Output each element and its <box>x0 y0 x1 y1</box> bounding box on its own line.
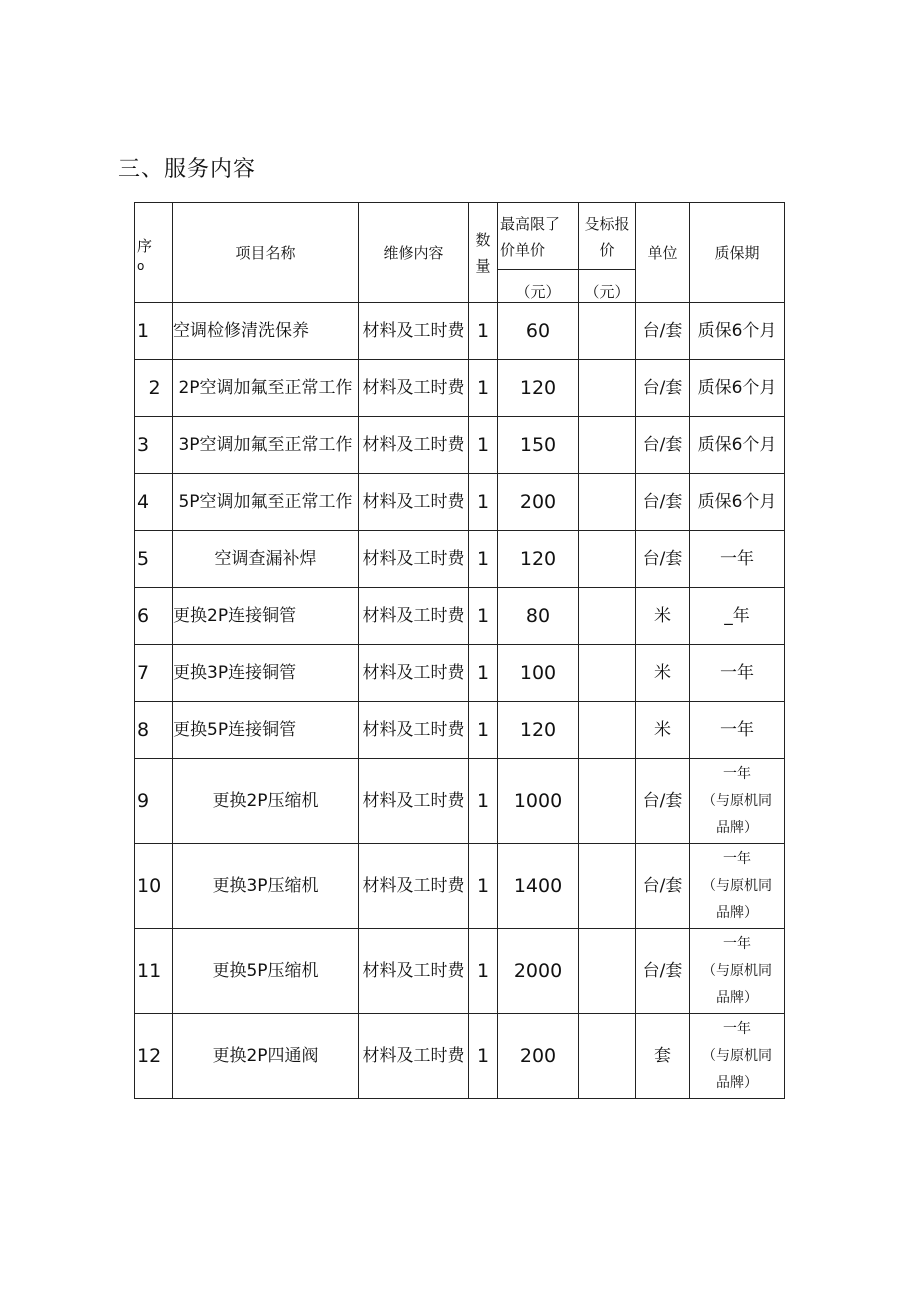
row-seq: 2 <box>135 360 173 417</box>
row-bid <box>579 417 636 474</box>
row-qty: 1 <box>469 702 498 759</box>
row-price: 200 <box>498 1014 579 1099</box>
row-qty: 1 <box>469 531 498 588</box>
row-name: 更换5P压缩机 <box>173 929 359 1014</box>
row-seq: 11 <box>135 929 173 1014</box>
row-content: 材料及工时费 <box>359 1014 469 1099</box>
row-seq: 6 <box>135 588 173 645</box>
section-title: 三、服务内容 <box>118 157 257 182</box>
table-row <box>135 645 785 702</box>
row-bid <box>579 531 636 588</box>
table-row <box>135 1014 785 1099</box>
row-warranty: _年 <box>690 588 785 645</box>
row-name: 更换2P连接铜管 <box>173 588 359 645</box>
table-row <box>135 360 785 417</box>
row-warranty: 质保6个月 <box>690 303 785 360</box>
row-content: 材料及工时费 <box>359 360 469 417</box>
row-warranty: 一年 （与原机同 品牌） <box>690 929 785 1014</box>
row-warranty: 一年 <box>690 645 785 702</box>
row-price: 60 <box>498 303 579 360</box>
row-name: 更换3P连接铜管 <box>173 645 359 702</box>
row-warranty: 一年 <box>690 702 785 759</box>
table-row <box>135 588 785 645</box>
row-name: 更换3P压缩机 <box>173 844 359 929</box>
row-qty: 1 <box>469 844 498 929</box>
row-price: 100 <box>498 645 579 702</box>
row-qty: 1 <box>469 303 498 360</box>
table-row <box>135 759 785 844</box>
row-price: 120 <box>498 360 579 417</box>
header-unit: 单位 <box>636 203 690 303</box>
header-warranty: 质保期 <box>690 203 785 303</box>
row-content: 材料及工时费 <box>359 702 469 759</box>
table-row <box>135 474 785 531</box>
row-unit: 米 <box>636 588 690 645</box>
table-row <box>135 303 785 360</box>
row-bid <box>579 588 636 645</box>
row-name: 更换2P四通阀 <box>173 1014 359 1099</box>
row-unit: 台/套 <box>636 360 690 417</box>
row-warranty: 一年 （与原机同 品牌） <box>690 844 785 929</box>
row-content: 材料及工时费 <box>359 588 469 645</box>
row-bid <box>579 759 636 844</box>
row-price: 1000 <box>498 759 579 844</box>
row-qty: 1 <box>469 360 498 417</box>
row-price: 1400 <box>498 844 579 929</box>
row-warranty: 一年 （与原机同 品牌） <box>690 759 785 844</box>
row-name: 更换5P连接铜管 <box>173 702 359 759</box>
row-content: 材料及工时费 <box>359 844 469 929</box>
row-content: 材料及工时费 <box>359 645 469 702</box>
row-qty: 1 <box>469 759 498 844</box>
row-bid <box>579 844 636 929</box>
row-unit: 台/套 <box>636 759 690 844</box>
row-unit: 米 <box>636 645 690 702</box>
table-row <box>135 702 785 759</box>
header-qty: 数 量 <box>469 203 498 303</box>
row-name: 空调查漏补焊 <box>173 531 359 588</box>
row-unit: 套 <box>636 1014 690 1099</box>
row-unit: 台/套 <box>636 844 690 929</box>
row-unit: 台/套 <box>636 531 690 588</box>
row-name: 5P空调加氟至正常工作 <box>173 474 359 531</box>
row-warranty: 质保6个月 <box>690 360 785 417</box>
row-warranty: 质保6个月 <box>690 417 785 474</box>
row-price: 120 <box>498 531 579 588</box>
row-bid <box>579 929 636 1014</box>
row-price: 2000 <box>498 929 579 1014</box>
row-seq: 12 <box>135 1014 173 1099</box>
header-name: 项目名称 <box>173 203 359 303</box>
row-price: 120 <box>498 702 579 759</box>
row-seq: 7 <box>135 645 173 702</box>
row-content: 材料及工时费 <box>359 929 469 1014</box>
row-qty: 1 <box>469 645 498 702</box>
row-warranty: 质保6个月 <box>690 474 785 531</box>
table-row <box>135 531 785 588</box>
row-seq: 5 <box>135 531 173 588</box>
row-price: 200 <box>498 474 579 531</box>
row-bid <box>579 474 636 531</box>
row-qty: 1 <box>469 588 498 645</box>
row-bid <box>579 702 636 759</box>
row-qty: 1 <box>469 1014 498 1099</box>
row-price: 150 <box>498 417 579 474</box>
row-seq: 4 <box>135 474 173 531</box>
row-bid <box>579 360 636 417</box>
row-unit: 台/套 <box>636 303 690 360</box>
row-content: 材料及工时费 <box>359 474 469 531</box>
row-content: 材料及工时费 <box>359 303 469 360</box>
row-name: 空调检修清洗保养 <box>173 303 359 360</box>
row-seq: 9 <box>135 759 173 844</box>
row-name: 2P空调加氟至正常工作 <box>173 360 359 417</box>
row-bid <box>579 645 636 702</box>
row-seq: 10 <box>135 844 173 929</box>
row-seq: 3 <box>135 417 173 474</box>
header-bid-price: 殳标报 价 （元） <box>579 203 636 303</box>
row-bid <box>579 1014 636 1099</box>
row-seq: 1 <box>135 303 173 360</box>
table-header-row <box>135 203 785 303</box>
table-row <box>135 417 785 474</box>
row-warranty: 一年 （与原机同 品牌） <box>690 1014 785 1099</box>
row-qty: 1 <box>469 474 498 531</box>
row-content: 材料及工时费 <box>359 759 469 844</box>
row-content: 材料及工时费 <box>359 417 469 474</box>
row-unit: 台/套 <box>636 417 690 474</box>
row-unit: 米 <box>636 702 690 759</box>
row-seq: 8 <box>135 702 173 759</box>
row-content: 材料及工时费 <box>359 531 469 588</box>
service-table <box>134 202 785 1099</box>
header-content: 维修内容 <box>359 203 469 303</box>
row-name: 更换2P压缩机 <box>173 759 359 844</box>
row-warranty: 一年 <box>690 531 785 588</box>
row-name: 3P空调加氟至正常工作 <box>173 417 359 474</box>
row-qty: 1 <box>469 417 498 474</box>
row-unit: 台/套 <box>636 474 690 531</box>
row-qty: 1 <box>469 929 498 1014</box>
table-row <box>135 929 785 1014</box>
header-seq: 序 o <box>135 203 173 303</box>
header-max-price: 最高限了 价单价 （元） <box>498 203 579 303</box>
row-bid <box>579 303 636 360</box>
row-unit: 台/套 <box>636 929 690 1014</box>
row-price: 80 <box>498 588 579 645</box>
table-row <box>135 844 785 929</box>
